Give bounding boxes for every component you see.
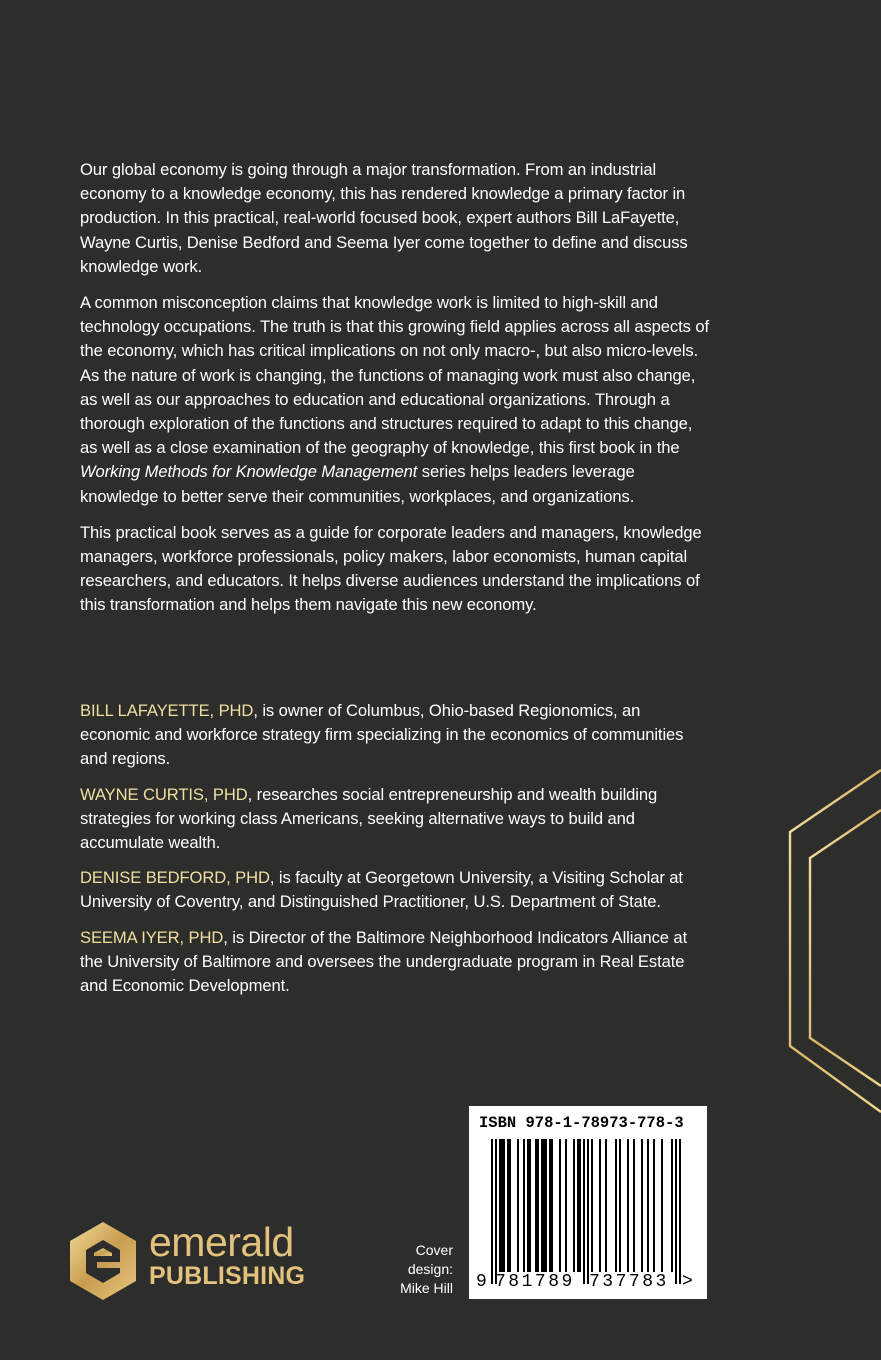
barcode-bar: [587, 1139, 589, 1284]
barcode-bar: [537, 1139, 539, 1272]
barcode-bar: [679, 1139, 681, 1284]
author-bio: [80, 699, 710, 772]
barcode-bar: [577, 1139, 579, 1272]
series-title: Working Methods for Knowledge Management: [80, 462, 418, 482]
credit-designer: Mike Hill: [400, 1280, 453, 1296]
author-bio: [80, 926, 710, 999]
author-bio-text: , is Director of the Baltimore Neighborhood Indicators Alliance at the University of Baltimore and oversees the undergraduate program in Real Estate and Economic Development.: [80, 927, 688, 996]
barcode-bar: [579, 1139, 581, 1272]
barcode-bar: [523, 1139, 525, 1272]
barcode-icon: [469, 1106, 707, 1299]
emerald-logo-icon: [68, 1220, 138, 1302]
barcode-bar: [627, 1139, 629, 1272]
author-name: SEEMA IYER, PHD: [80, 927, 224, 947]
barcode-digits-right: 737783: [589, 1272, 669, 1292]
barcode-bar: [529, 1139, 531, 1272]
publisher-name-sub: PUBLISHING: [149, 1262, 306, 1290]
author-name: DENISE BEDFORD, PHD: [80, 868, 270, 888]
barcode-bar: [499, 1139, 501, 1272]
barcode-bar: [633, 1139, 635, 1272]
publisher-name: emerald: [149, 1219, 294, 1265]
barcode-bar: [605, 1139, 607, 1272]
hexagon-decoration-icon: [780, 740, 881, 1140]
barcode-bar: [583, 1139, 585, 1284]
author-bios: [80, 699, 710, 1009]
blurb-paragraph-2-tail: series helps leaders leverage knowledge to better serve their communities, workplaces, and organizations.: [80, 462, 635, 506]
barcode-bar: [509, 1139, 511, 1272]
barcode-bar: [503, 1139, 505, 1272]
barcode-digits-left: 781789: [495, 1272, 575, 1292]
cover-credit: [380, 1241, 453, 1298]
barcode-bar: [517, 1139, 519, 1272]
barcode-bar: [599, 1139, 601, 1272]
author-bio: [80, 866, 710, 914]
barcode-bar: [565, 1139, 567, 1272]
barcode-bar: [541, 1139, 543, 1272]
author-bio-text: , is faculty at Georgetown University, a Visiting Scholar at University of Coventry, and Distinguished Practitioner, U.S. Department of State.: [80, 868, 683, 912]
author-name: WAYNE CURTIS, PHD: [80, 784, 248, 804]
barcode-bar: [619, 1139, 621, 1272]
barcode-bar: [551, 1139, 553, 1272]
author-bio-text: , is owner of Columbus, Ohio-based Regionomics, an economic and workforce strategy firm specializing in the economics of communities and regions.: [80, 701, 684, 769]
barcode-bar: [507, 1139, 509, 1272]
barcode-bar: [675, 1139, 677, 1284]
barcode-marker: >: [682, 1272, 693, 1292]
barcode-bar: [591, 1139, 593, 1272]
blurb-paragraph-2-text: A common misconception claims that knowledge work is limited to high-skill and technology occupations. The truth is that this growing field applies across all aspects of the economy, which has critical implications on not only macro-, but also micro-levels. As the nature of work is changing, the functions of managing work must also change, as well as our approaches to education and educational organizations. Through a thorough exploration of the functions and structures required to adapt to this change, as well as a close examination of the geography of knowledge, this first book in the: [80, 293, 709, 458]
blurb-paragraph-1: Our global economy is going through a major transformation. From an industrial economy to a knowledge economy, this has rendered knowledge a primary factor in production. In this practical, real-world focused book, expert authors Bill LaFayette, Wayne Curtis, Denise Bedford and Seema Iyer come together to define and discuss knowledge work.: [80, 160, 688, 276]
barcode-bar: [545, 1139, 547, 1272]
barcode-bar: [653, 1139, 655, 1272]
credit-line: Cover: [415, 1242, 453, 1258]
barcode-bar: [501, 1139, 503, 1272]
barcode-bar: [573, 1139, 575, 1272]
isbn-barcode: [469, 1106, 707, 1299]
blurb-paragraph-3: This practical book serves as a guide for corporate leaders and managers, knowledge managers, workforce professionals, policy makers, labor economists, human capital researchers, and educators. It helps diverse audiences understand the implications of this transformation and helps them navigate this new economy.: [80, 522, 702, 615]
barcode-bar: [615, 1139, 617, 1272]
barcode-bar: [661, 1139, 663, 1272]
isbn-label: ISBN 978-1-78973-778-3: [479, 1114, 684, 1132]
barcode-bar: [527, 1139, 529, 1272]
blurb: [80, 158, 710, 630]
barcode-bar: [495, 1139, 497, 1284]
barcode-bar: [491, 1139, 493, 1284]
barcode-bar: [641, 1139, 643, 1272]
publisher-logo: [68, 1220, 308, 1304]
author-bio-text: , researches social entrepreneurship and wealth building strategies for working class Americans, seeking alternative ways to build and accumulate wealth.: [80, 784, 658, 853]
barcode-lead-digit: 9: [476, 1272, 487, 1292]
barcode-bar: [671, 1139, 673, 1272]
author-name: BILL LAFAYETTE, PHD: [80, 701, 254, 720]
author-bio: [80, 783, 710, 856]
barcode-bar: [647, 1139, 649, 1272]
blurb-paragraph-2: [80, 291, 710, 509]
barcode-bar: [535, 1139, 537, 1272]
credit-line: design:: [407, 1261, 453, 1277]
barcode-bar: [549, 1139, 551, 1272]
barcode-bar: [543, 1139, 545, 1272]
barcode-bar: [559, 1139, 561, 1272]
